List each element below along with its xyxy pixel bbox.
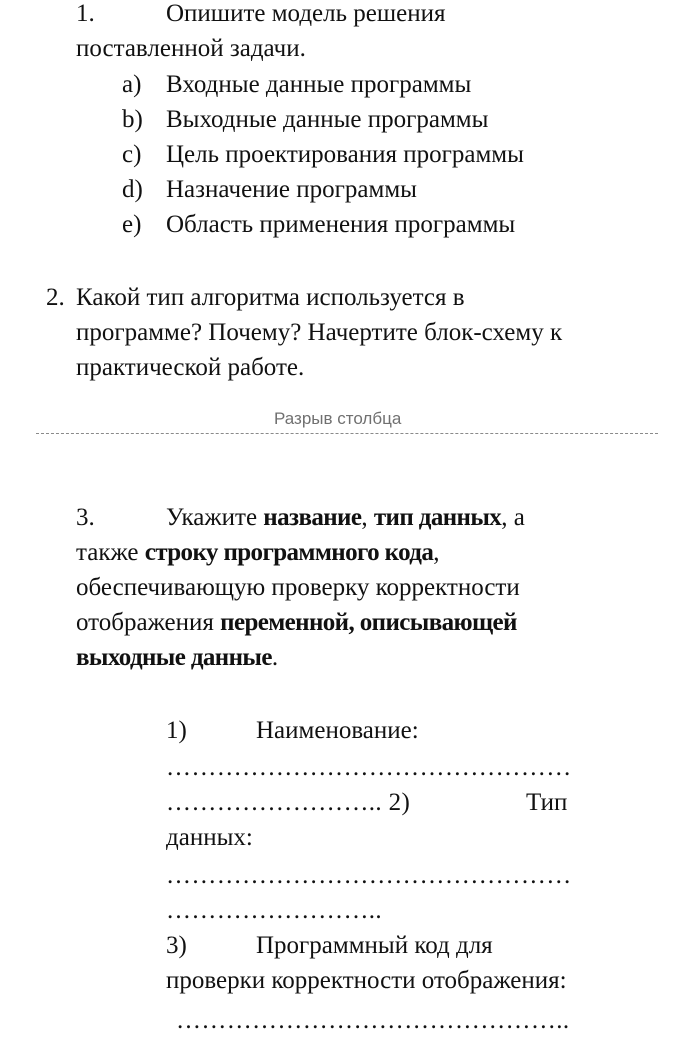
column-break-label: Разрыв столбца [274,409,402,428]
answer-1-label: Наименование: [256,717,419,744]
q1-text-line2: поставленной задачи. [76,35,306,62]
q1-item-b-marker: b) [122,106,143,133]
q2-text-line2: программе? Почему? Начертите блок-схему к [76,319,563,346]
q1-item-d: Назначение программы [166,176,417,203]
answer-2-label-a: Тип [526,789,568,816]
q1-text-line1: Опишите модель решения [166,0,446,27]
q3-text-line1: Укажите название, тип данных, а [166,504,525,531]
q1-item-a-marker: a) [122,71,142,98]
q3-emph-variable: переменной, описывающей [220,609,517,636]
q1-item-d-marker: d) [122,176,143,203]
answer-3-dots-line1[interactable]: ……………………………………….. [176,1007,570,1034]
answer-3-label-a: Программный код для [256,932,493,959]
q3-emph-output: выходные данные [76,644,272,671]
q1-item-c: Цель проектирования программы [166,141,524,168]
q3-emph-code-line: строку программного кода [144,539,434,566]
answer-1-number: 1) [166,717,187,744]
q3-emph-datatype: тип данных [373,504,502,531]
q3-text-line4: отображения переменной, описывающей [76,609,517,636]
q3-number: 3. [76,504,95,531]
q1-item-e: Область применения программы [166,211,516,238]
answer-3-number: 3) [166,932,187,959]
answer-2-dots-line2[interactable]: …………………….. [166,897,382,924]
q2-number: 2. [46,284,65,311]
q3-text-line3: обеспечивающую проверку корректности [76,574,520,601]
q2-text-line1: Какой тип алгоритма используется в [76,284,465,311]
q1-number: 1. [76,0,95,27]
q1-item-a: Входные данные программы [166,71,472,98]
q1-item-c-marker: c) [122,141,142,168]
q1-item-b: Выходные данные программы [166,106,489,133]
answer-1-dots-line1[interactable]: ………………………………………… [166,754,572,781]
q3-emph-name: название [263,504,362,531]
answer-3-label-b: проверки корректности отображения: [166,967,567,994]
q1-item-e-marker: e) [122,211,142,238]
q3-text-line5: выходные данные. [76,644,279,671]
column-break-divider [36,433,658,434]
q3-text-line2: также строку программного кода, [76,539,440,566]
q2-text-line3: практической работе. [76,354,305,381]
answer-1-dots-line2[interactable]: …………………….. 2) [166,789,411,816]
answer-2-dots-line1[interactable]: ………………………………………… [166,862,572,889]
answer-2-label-b: данных: [166,824,253,851]
